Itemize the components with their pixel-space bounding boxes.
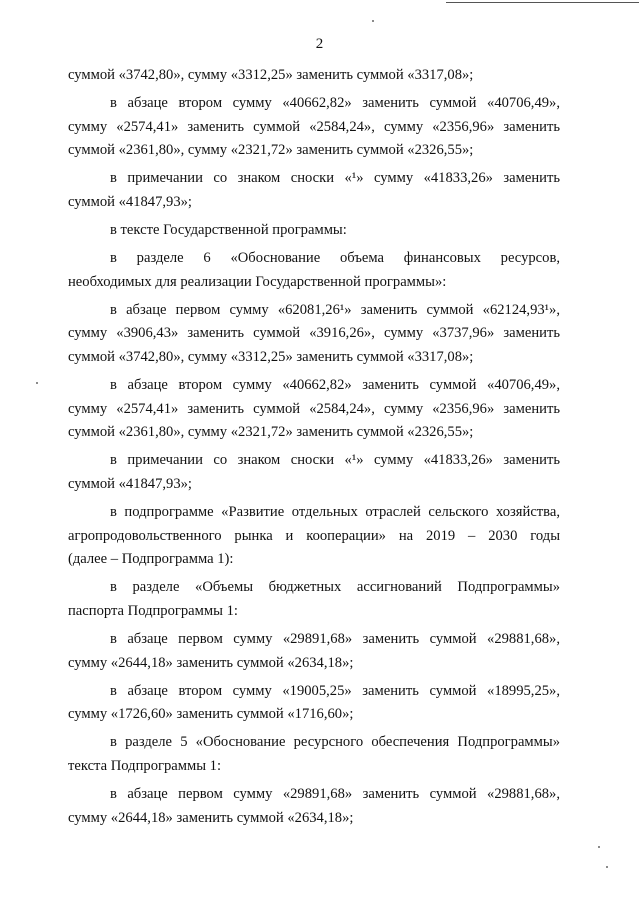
paragraph (68, 501, 560, 572)
text-line: суммой «41847,93»; (68, 476, 192, 492)
text-line: суммой «2361,80», сумму «2321,72» заменить суммой «2326,55»; (68, 142, 474, 159)
paragraph (68, 783, 560, 830)
text-line: текста Подпрограммы 1: (68, 758, 222, 775)
scan-speck (606, 866, 608, 868)
text-line: суммой «3742,80», сумму «3312,25» заменить суммой «3317,08»; (68, 349, 474, 366)
scan-speck (36, 382, 38, 384)
text-line: в абзаце первом сумму «29891,68» заменить суммой «29881,68», (110, 631, 560, 648)
text-line: сумму «2574,41» заменить суммой «2584,24», сумму «2356,96» заменить (68, 400, 560, 417)
paragraph (68, 374, 560, 445)
text-line: в абзаце первом сумму «29891,68» заменить суммой «29881,68», (110, 786, 560, 803)
text-line: в тексте Государственной программы: (110, 222, 347, 239)
text-line: сумму «1726,60» заменить суммой «1716,60»; (68, 706, 354, 723)
scan-speck (372, 20, 374, 22)
text-line: суммой «3742,80», сумму «3312,25» заменить суммой «3317,08»; (68, 67, 474, 83)
paragraph (68, 628, 560, 675)
text-line: агропродовольственного рынка и кооперации» на 2019 – 2030 годы (68, 527, 560, 544)
text-line: (далее – Подпрограмма 1): (68, 551, 234, 568)
text-line: в разделе 5 «Обоснование ресурсного обеспечения Подпрограммы» (110, 734, 560, 751)
paragraph (68, 299, 560, 370)
paragraph (68, 64, 560, 88)
text-line: в абзаце первом сумму «62081,26¹» заменить суммой «62124,93¹», (110, 301, 560, 318)
text-line: сумму «2644,18» заменить суммой «2634,18»; (68, 654, 354, 671)
paragraph (68, 92, 560, 163)
text-line: сумму «3906,43» заменить суммой «3916,26», сумму «3737,96» заменить (68, 325, 560, 342)
paragraph (68, 680, 560, 727)
text-line: в абзаце втором сумму «40662,82» заменить суммой «40706,49», (110, 95, 560, 112)
paragraph (68, 167, 560, 214)
page-number: 2 (315, 36, 324, 52)
text-line: суммой «2361,80», сумму «2321,72» заменить суммой «2326,55»; (68, 424, 474, 441)
document-body (68, 64, 560, 830)
text-line: в разделе «Объемы бюджетных ассигнований Подпрограммы» (110, 579, 560, 596)
paragraph (68, 576, 560, 623)
scan-speck (598, 846, 600, 848)
text-line: в примечании со знаком сноски «¹» сумму «41833,26» заменить (110, 452, 560, 469)
text-line: необходимых для реализации Государственной программы»: (68, 273, 447, 290)
paragraph (68, 731, 560, 778)
text-line: паспорта Подпрограммы 1: (68, 602, 238, 619)
paragraph (68, 247, 560, 294)
text-line: в примечании со знаком сноски «¹» сумму «41833,26» заменить (110, 170, 560, 187)
text-line: в абзаце втором сумму «19005,25» заменить суммой «18995,25», (110, 682, 560, 699)
paragraph (68, 449, 560, 496)
text-line: сумму «2574,41» заменить суммой «2584,24», сумму «2356,96» заменить (68, 118, 560, 135)
text-line: в абзаце втором сумму «40662,82» заменить суммой «40706,49», (110, 377, 560, 394)
text-line: в разделе 6 «Обоснование объема финансовых ресурсов, (110, 250, 560, 267)
scan-edge-line (446, 2, 639, 3)
text-line: суммой «41847,93»; (68, 193, 192, 210)
text-line: в подпрограмме «Развитие отдельных отраслей сельского хозяйства, (110, 504, 560, 521)
paragraph (68, 219, 560, 243)
text-line: сумму «2644,18» заменить суммой «2634,18»; (68, 809, 354, 826)
